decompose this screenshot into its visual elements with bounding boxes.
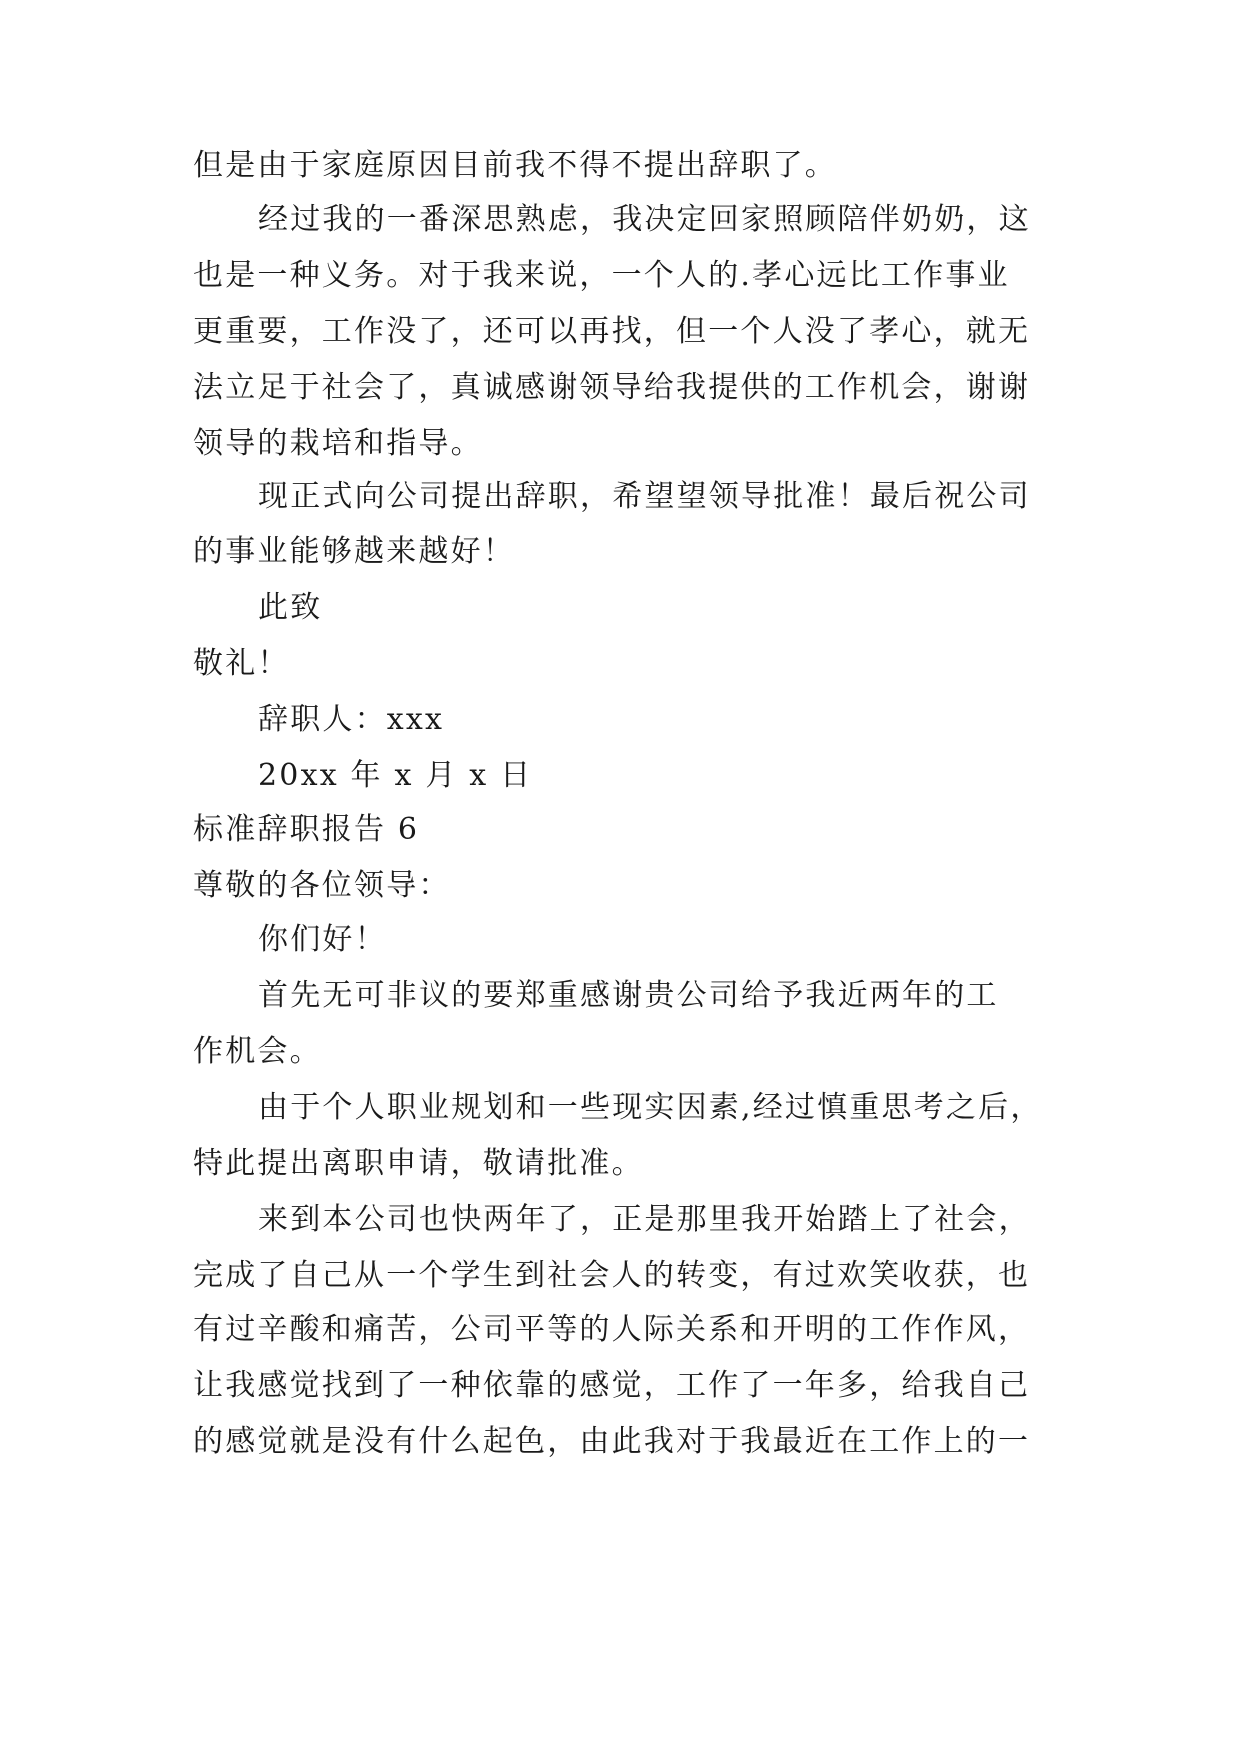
body-text-line: 法立足于社会了，真诚感谢领导给我提供的工作机会，谢谢 xyxy=(193,370,1031,405)
paragraph-start-line: 来到本公司也快两年了，正是那里我开始踏上了社会， xyxy=(258,1202,1031,1237)
paragraph-start-line: 经过我的一番深思熟虑，我决定回家照顾陪伴奶奶，这 xyxy=(258,202,1031,237)
salutation-closing: 敬礼！ xyxy=(193,646,290,681)
greeting-line: 你们好！ xyxy=(258,922,387,957)
salutation-line: 尊敬的各位领导： xyxy=(193,868,451,903)
section-title: 标准辞职报告 6 xyxy=(193,812,420,847)
body-text-line: 作机会。 xyxy=(193,1034,322,1069)
body-text-line: 有过辛酸和痛苦，公司平等的人际关系和开明的工作作风， xyxy=(193,1312,1031,1347)
body-text-line: 更重要，工作没了，还可以再找，但一个人没了孝心，就无 xyxy=(193,314,1031,349)
body-text-line: 特此提出离职申请，敬请批准。 xyxy=(193,1146,644,1181)
paragraph-start-line: 首先无可非议的要郑重感谢贵公司给予我近两年的工 xyxy=(258,978,999,1013)
body-text-line: 完成了自己从一个学生到社会人的转变，有过欢笑收获，也 xyxy=(193,1258,1031,1293)
body-text-line: 也是一种义务。对于我来说，一个人的.孝心远比工作事业 xyxy=(193,258,1010,293)
body-text-line: 的感觉就是没有什么起色，由此我对于我最近在工作上的一 xyxy=(193,1424,1031,1459)
body-text-line: 让我感觉找到了一种依靠的感觉，工作了一年多，给我自己 xyxy=(193,1368,1031,1403)
paragraph-start-line: 现正式向公司提出辞职，希望望领导批准！最后祝公司 xyxy=(258,479,1031,514)
closing-phrase: 此致 xyxy=(258,590,323,625)
date-line: 20xx 年 x 月 x 日 xyxy=(258,758,533,793)
body-text-line: 领导的栽培和指导。 xyxy=(193,426,483,461)
paragraph-start-line: 由于个人职业规划和一些现实因素,经过慎重思考之后， xyxy=(258,1090,1043,1125)
body-text-line: 的事业能够越来越好！ xyxy=(193,534,515,569)
signatory-line: 辞职人：xxx xyxy=(258,702,445,737)
body-text-line: 但是由于家庭原因目前我不得不提出辞职了。 xyxy=(193,148,837,183)
